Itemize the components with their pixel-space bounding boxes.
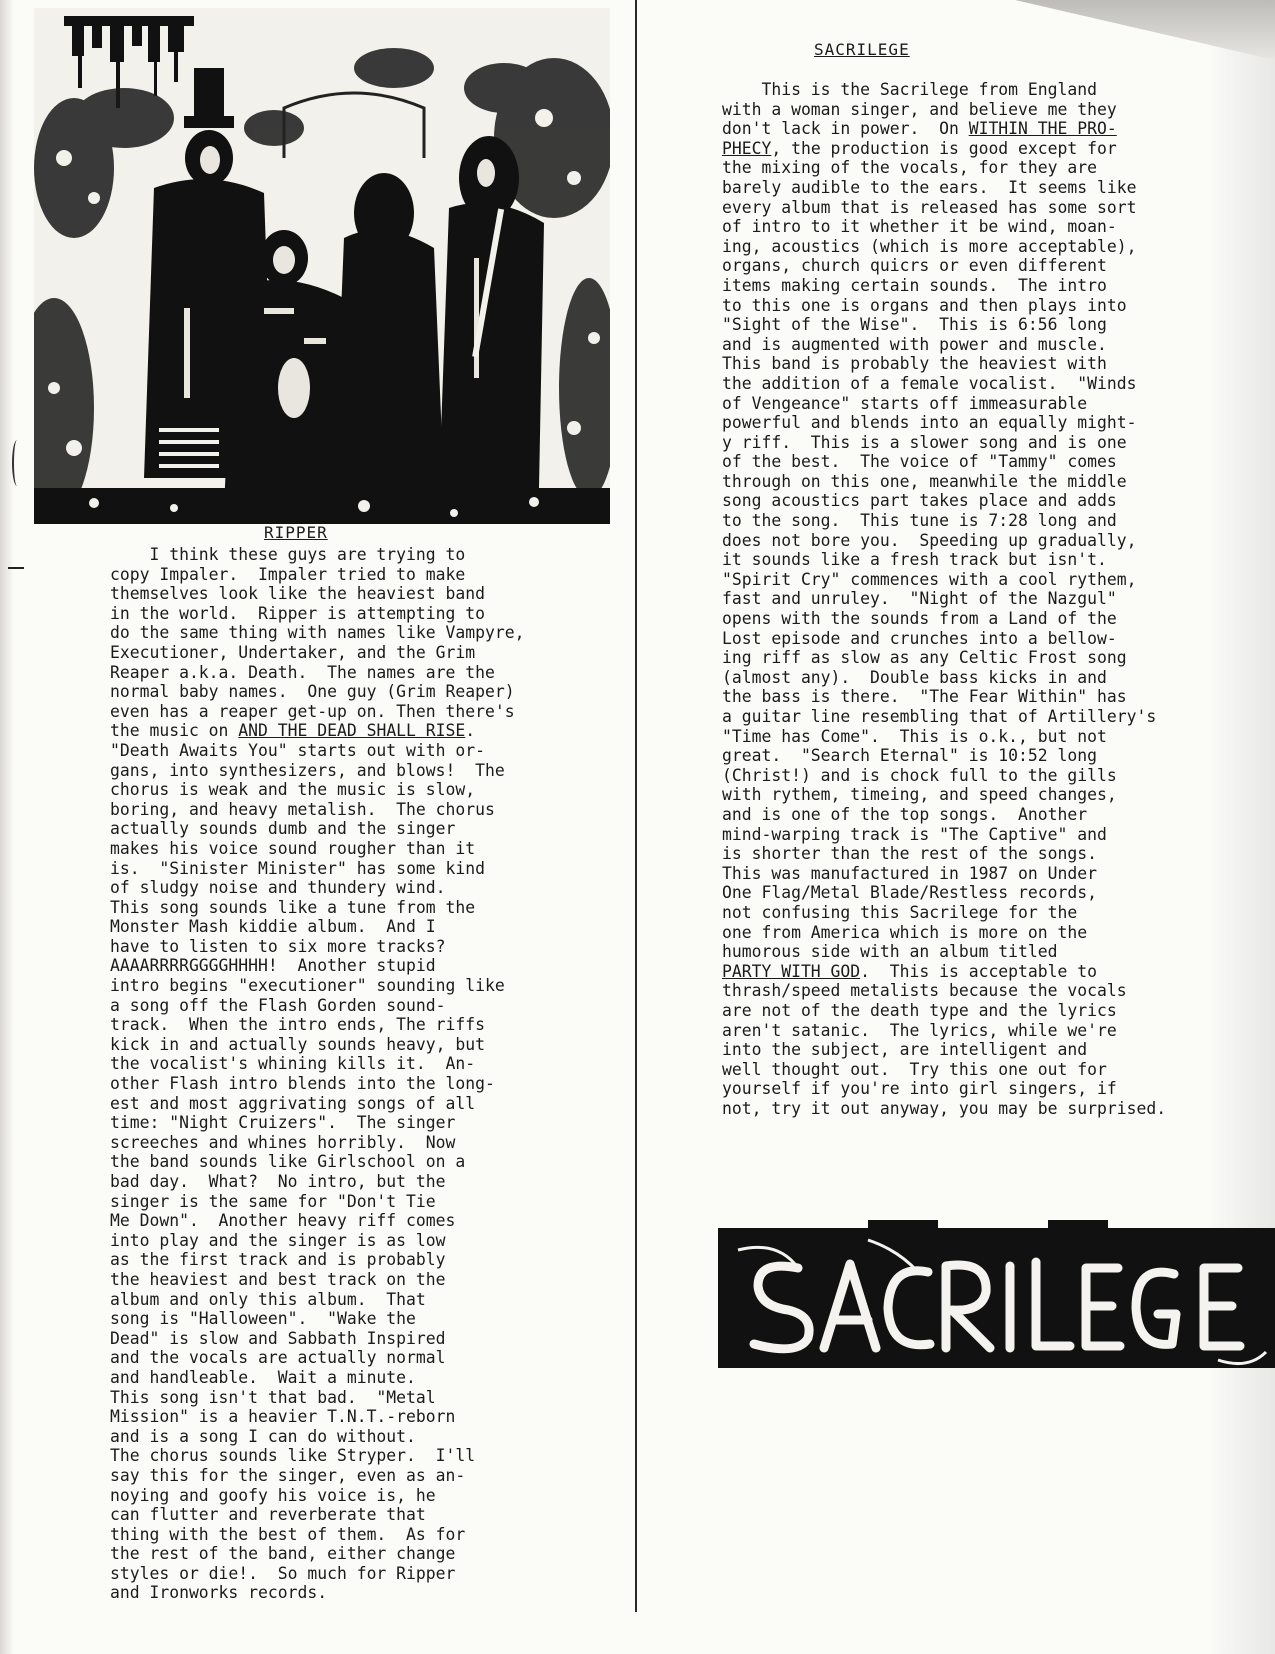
ripper-text-line: and the vocals are actually normal (110, 1348, 446, 1368)
sacrilege-text-line: This band is probably the heaviest with (722, 354, 1107, 374)
sacrilege-text-line: it sounds like a fresh track but isn't. (722, 550, 1107, 570)
margin-tick (8, 567, 24, 569)
sacrilege-text-line: well thought out. Try this one out for (722, 1059, 1107, 1079)
sacrilege-text-line: with rythem, timeing, and speed changes, (722, 785, 1117, 805)
ripper-text-line: This song sounds like a tune from the (110, 897, 476, 917)
ripper-text-line: the heaviest and best track on the (110, 1269, 446, 1289)
sacrilege-text-line: is shorter than the rest of the songs. (722, 844, 1097, 864)
ripper-text-line: This song isn't that bad. "Metal (110, 1387, 436, 1407)
sacrilege-text-line: mind-warping track is "The Captive" and (722, 824, 1107, 844)
sacrilege-text-line: song acoustics part takes place and adds (722, 491, 1117, 511)
sacrilege-text-line: (almost any). Double bass kicks in and (722, 667, 1107, 687)
sacrilege-text-line: one from America which is more on the (722, 922, 1088, 942)
sacrilege-text-line: y riff. This is a slower song and is one (722, 432, 1127, 452)
sacrilege-text-line: (Christ!) and is chock full to the gills (722, 765, 1117, 785)
sacrilege-text-line: are not of the death type and the lyrics (722, 1000, 1117, 1020)
sacrilege-band-logo (718, 1220, 1275, 1376)
ripper-text-line: singer is the same for "Don't Tie (110, 1191, 436, 1211)
sacrilege-text-line: great. "Search Eternal" is 10:52 long (722, 746, 1097, 766)
ripper-text-line: I think these guys are trying to (110, 545, 466, 564)
ripper-text-line: song is "Halloween". "Wake the (110, 1309, 416, 1329)
ripper-text-line: styles or die!. So much for Ripper (110, 1563, 456, 1583)
ripper-text-line: AAAARRRRGGGGHHHH! Another stupid (110, 956, 436, 976)
sacrilege-text-line: ing, acoustics (which is more acceptable), (722, 236, 1137, 256)
sacrilege-text-line: a guitar line resembling that of Artillery's (722, 707, 1157, 726)
ripper-text-line: actually sounds dumb and the singer (110, 819, 456, 839)
ripper-text-line: even has a reaper get-up on. Then there's (110, 701, 515, 721)
sacrilege-text-line: opens with the sounds from a Land of the (722, 609, 1117, 629)
sacrilege-text-line: through on this one, meanwhile the middle (722, 471, 1127, 491)
ripper-text-line: noying and goofy his voice is, he (110, 1485, 436, 1505)
album-title: WITHIN THE PRO- (968, 119, 1117, 139)
album-title: PHECY (722, 138, 772, 158)
album-title: AND THE DEAD SHALL RISE (238, 721, 466, 741)
ripper-text-line: copy Impaler. Impaler tried to make (110, 564, 466, 584)
ripper-text-line: intro begins "executioner" sounding like (110, 976, 505, 996)
ripper-text-line: track. When the intro ends, The riffs (110, 1015, 485, 1035)
sacrilege-text-line: humorous side with an album titled (722, 942, 1058, 962)
sacrilege-text-line: the bass is there. "The Fear Within" has (722, 687, 1127, 707)
sacrilege-text-line: yourself if you're into girl singers, if (722, 1079, 1117, 1099)
ripper-text-line: thing with the best of them. As for (110, 1524, 466, 1544)
column-divider (635, 0, 637, 1612)
sacrilege-review-text (722, 80, 1262, 1118)
sacrilege-text-line: organs, church quicrs or even different (722, 256, 1107, 276)
sacrilege-text-line: One Flag/Metal Blade/Restless records, (722, 883, 1097, 903)
sacrilege-text-line: of the best. The voice of "Tammy" comes (722, 452, 1117, 472)
sacrilege-text-line: to the song. This tune is 7:28 long and (722, 511, 1117, 531)
sacrilege-text-line: and is augmented with power and muscle. (722, 334, 1107, 354)
sacrilege-text-line: thrash/speed metalists because the vocals (722, 981, 1127, 1001)
ripper-review-heading: RIPPER (264, 523, 328, 542)
sacrilege-text-line: of Vengeance" starts off immeasurable (722, 393, 1088, 413)
sacrilege-text-line: the mixing of the vocals, for they are (722, 158, 1097, 178)
ripper-text-line: the music on AND THE DEAD SHALL RISE. (110, 721, 476, 741)
sacrilege-text-line: with a woman singer, and believe me they (722, 99, 1117, 119)
ripper-text-line: Reaper a.k.a. Death. The names are the (110, 662, 495, 682)
ripper-text-line: and is a song I can do without. (110, 1426, 416, 1446)
ripper-text-line: a song off the Flash Gorden sound- (110, 995, 446, 1015)
ripper-text-line: the vocalist's whining kills it. An- (110, 1054, 476, 1074)
ripper-text-line: gans, into synthesizers, and blows! The (110, 760, 505, 780)
sacrilege-text-line: PARTY WITH GOD. This is acceptable to (722, 961, 1097, 981)
ripper-text-line: chorus is weak and the music is slow, (110, 780, 476, 800)
ripper-text-line: Executioner, Undertaker, and the Grim (110, 642, 476, 662)
ripper-text-line: other Flash intro blends into the long- (110, 1074, 495, 1094)
sacrilege-text-line: into the subject, are intelligent and (722, 1040, 1088, 1060)
ripper-text-line: say this for the singer, even as an- (110, 1465, 466, 1485)
sacrilege-text-line: "Spirit Cry" commences with a cool rythem, (722, 569, 1137, 589)
ripper-text-line: have to listen to six more tracks? (110, 936, 446, 956)
ripper-band-photo (34, 8, 610, 524)
sacrilege-text-line: Lost episode and crunches into a bellow- (722, 628, 1117, 648)
ripper-text-line: into play and the singer is as low (110, 1230, 446, 1250)
ripper-text-line: do the same thing with names like Vampyre, (110, 623, 525, 643)
sacrilege-text-line: aren't satanic. The lyrics, while we're (722, 1020, 1117, 1040)
ripper-text-line: makes his voice sound rougher than it (110, 838, 476, 858)
ripper-text-line: screeches and whines horribly. Now (110, 1132, 456, 1152)
sacrilege-text-line: "Sight of the Wise". This is 6:56 long (722, 315, 1107, 335)
sacrilege-text-line: every album that is released has some sort (722, 197, 1137, 217)
sacrilege-text-line: not, try it out anyway, you may be surprised. (722, 1098, 1167, 1118)
page-corner-fold (1015, 0, 1275, 60)
sacrilege-logo-image (718, 1220, 1275, 1376)
ripper-text-line: boring, and heavy metalish. The chorus (110, 799, 495, 819)
ripper-text-line: "Death Awaits You" starts out with or- (110, 740, 485, 760)
ripper-text-line: kick in and actually sounds heavy, but (110, 1034, 485, 1054)
ripper-text-line: normal baby names. One guy (Grim Reaper) (110, 682, 515, 702)
ripper-text-line: of sludgy noise and thundery wind. (110, 878, 446, 898)
scan-left-edge (0, 0, 14, 1654)
album-title: PARTY WITH GOD (722, 961, 861, 981)
sacrilege-text-line: "Time has Come". This is o.k., but not (722, 726, 1107, 746)
sacrilege-text-line: PHECY, the production is good except for (722, 138, 1117, 158)
sacrilege-text-line: and is one of the top songs. Another (722, 804, 1088, 824)
sacrilege-review-heading: SACRILEGE (814, 40, 910, 59)
sacrilege-text-line: This was manufactured in 1987 on Under (722, 863, 1097, 883)
sacrilege-text-line: don't lack in power. On WITHIN THE PRO- (722, 119, 1117, 139)
ripper-text-line: and Ironworks records. (110, 1583, 328, 1603)
ripper-text-line: Monster Mash kiddie album. And I (110, 917, 436, 937)
ripper-text-line: the band sounds like Girlschool on a (110, 1152, 466, 1172)
sacrilege-text-line: ing riff as slow as any Celtic Frost song (722, 648, 1127, 668)
sacrilege-text-line: not confusing this Sacrilege for the (722, 902, 1078, 922)
ripper-text-line: in the world. Ripper is attempting to (110, 603, 485, 623)
ripper-review-text (110, 545, 630, 1603)
sacrilege-text-line: of intro to it whether it be wind, moan- (722, 217, 1117, 237)
ripper-text-line: bad day. What? No intro, but the (110, 1172, 446, 1191)
sacrilege-text-line: to this one is organs and then plays into (722, 295, 1127, 315)
ripper-text-line: album and only this album. That (110, 1289, 426, 1309)
sacrilege-text-line: This is the Sacrilege from England (722, 80, 1097, 99)
ripper-text-line: Dead" is slow and Sabbath Inspired (110, 1328, 446, 1348)
ripper-text-line: is. "Sinister Minister" has some kind (110, 858, 485, 878)
ripper-text-line: themselves look like the heaviest band (110, 584, 485, 604)
margin-mark (12, 440, 22, 486)
ripper-text-line: Mission" is a heavier T.N.T.-reborn (110, 1407, 456, 1427)
ripper-text-line: and handleable. Wait a minute. (110, 1367, 416, 1387)
ripper-text-line: Me Down". Another heavy riff comes (110, 1211, 456, 1231)
sacrilege-text-line: the addition of a female vocalist. "Winds (722, 373, 1137, 393)
sacrilege-text-line: barely audible to the ears. It seems like (722, 177, 1137, 197)
sacrilege-text-line: powerful and blends into an equally might- (722, 413, 1137, 433)
ripper-text-line: the rest of the band, either change (110, 1544, 456, 1564)
band-photo-image (34, 8, 610, 524)
ripper-text-line: as the first track and is probably (110, 1250, 446, 1270)
sacrilege-text-line: fast and unruley. "Night of the Nazgul" (722, 589, 1117, 609)
sacrilege-text-line: does not bore you. Speeding up gradually, (722, 530, 1137, 550)
ripper-text-line: can flutter and reverberate that (110, 1505, 426, 1525)
ripper-text-line: The chorus sounds like Stryper. I'll (110, 1446, 476, 1466)
ripper-text-line: time: "Night Cruizers". The singer (110, 1113, 456, 1133)
ripper-text-line: est and most aggrivating songs of all (110, 1093, 476, 1113)
sacrilege-text-line: items making certain sounds. The intro (722, 275, 1107, 295)
